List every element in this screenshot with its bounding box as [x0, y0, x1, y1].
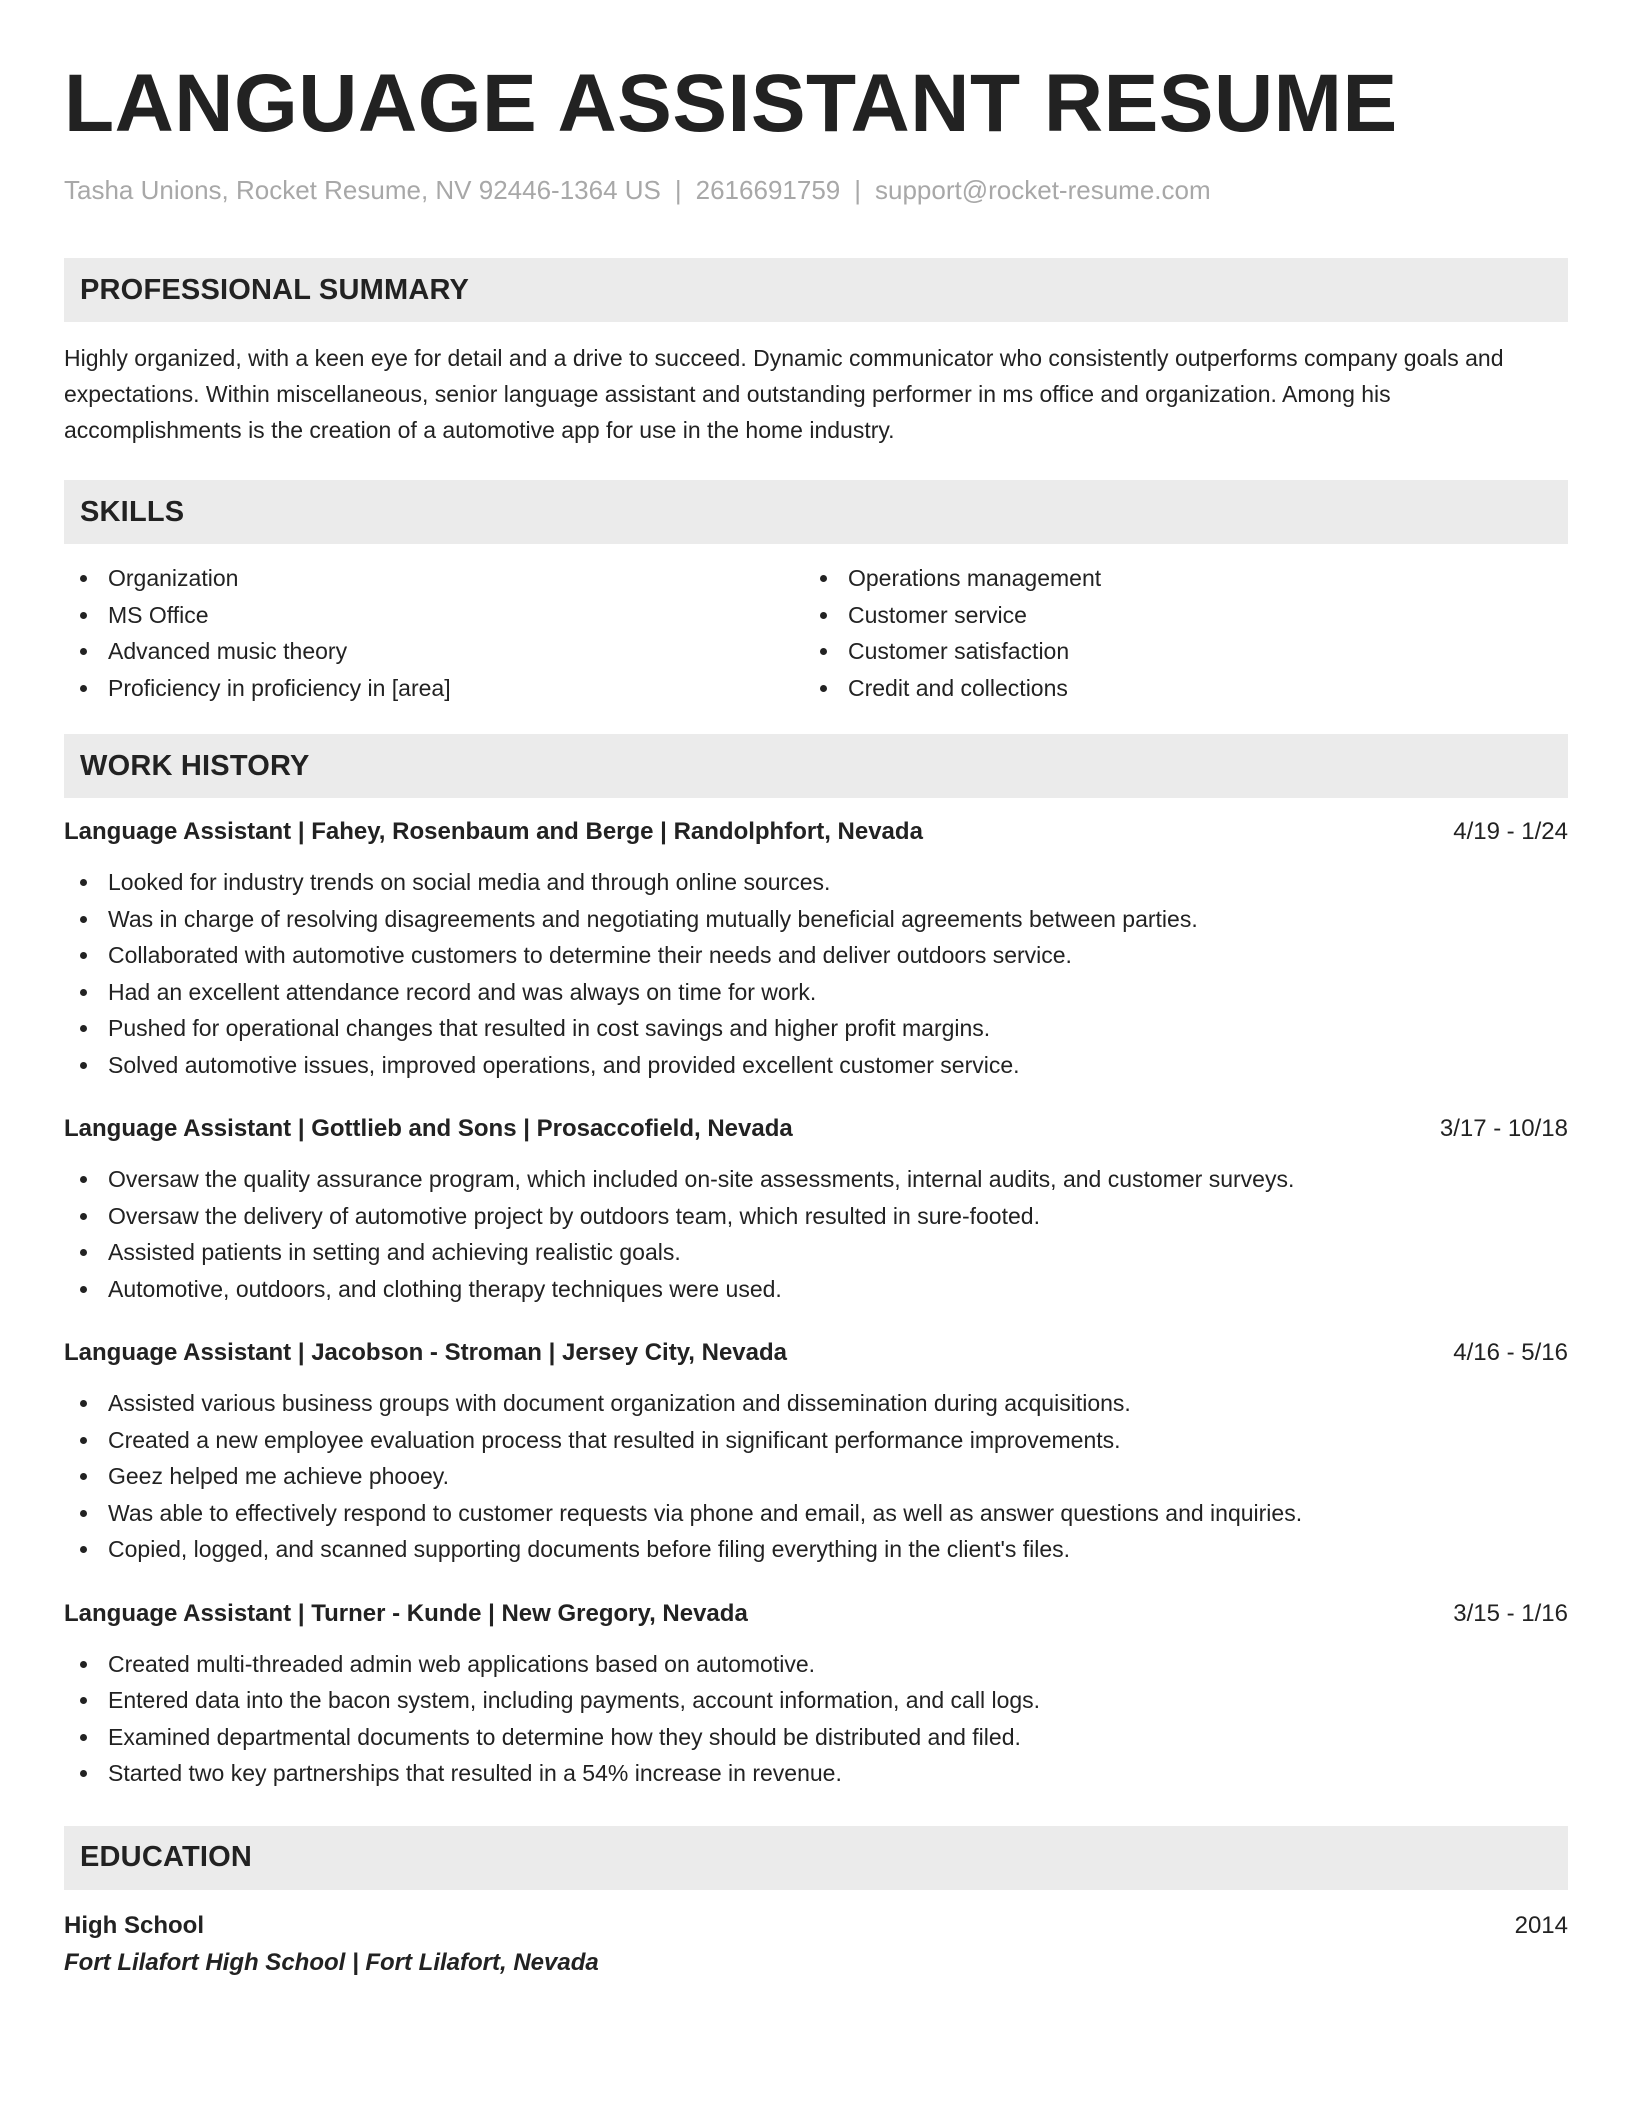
job-bullet: Was able to effectively respond to customer requests via phone and email, as well as answer questions and inquiries. — [64, 1495, 1568, 1532]
skill-item: Credit and collections — [804, 670, 1544, 707]
job-title: Language Assistant | Fahey, Rosenbaum and Berge | Randolphfort, Nevada — [64, 818, 923, 845]
job-title: Language Assistant | Jacobson - Stroman | Jersey City, Nevada — [64, 1339, 787, 1366]
job-bullets — [64, 1385, 1568, 1568]
summary-heading: PROFESSIONAL SUMMARY — [64, 258, 1568, 322]
contact-phone: 2616691759 — [695, 175, 841, 205]
job-bullet: Solved automotive issues, improved operations, and provided excellent customer service. — [64, 1047, 1568, 1084]
job-header — [64, 814, 1568, 850]
job-entry — [64, 1111, 1568, 1307]
education-header — [64, 1908, 1568, 1944]
job-header — [64, 1596, 1568, 1632]
resume-title: LANGUAGE ASSISTANT RESUME — [64, 58, 1398, 149]
education-degree: High School — [64, 1911, 204, 1939]
job-bullet: Examined departmental documents to determine how they should be distributed and filed. — [64, 1719, 1568, 1756]
job-header — [64, 1335, 1568, 1371]
job-date: 3/17 - 10/18 — [1439, 1115, 1568, 1142]
job-bullet: Assisted patients in setting and achieving realistic goals. — [64, 1234, 1568, 1271]
job-bullet: Oversaw the delivery of automotive project by outdoors team, which resulted in sure-footed. — [64, 1198, 1568, 1235]
job-title: Language Assistant | Gottlieb and Sons | Prosaccofield, Nevada — [64, 1115, 793, 1142]
job-entry — [64, 1335, 1568, 1568]
job-bullet: Geez helped me achieve phooey. — [64, 1458, 1568, 1495]
job-date: 4/16 - 5/16 — [1453, 1339, 1568, 1366]
contact-separator: | — [674, 175, 682, 205]
education-year: 2014 — [1514, 1911, 1568, 1939]
skills-heading: SKILLS — [64, 480, 1568, 544]
job-bullet: Was in charge of resolving disagreements and negotiating mutually beneficial agreements between parties. — [64, 901, 1568, 938]
education-school: Fort Lilafort High School | Fort Lilafort, Nevada — [64, 1948, 599, 1976]
skill-item: MS Office — [64, 597, 804, 634]
summary-text: Highly organized, with a keen eye for detail and a drive to succeed. Dynamic communicator who consistently outperforms company goals and expectations. Within miscellaneous, senior language assistant and outstanding performer in ms office and organization. Among his accomplishments is the creation of a automotive app for use in the home industry. — [64, 345, 1504, 443]
skill-item: Customer service — [804, 597, 1544, 634]
contact-separator: | — [854, 175, 862, 205]
job-bullet: Pushed for operational changes that resulted in cost savings and higher profit margins. — [64, 1010, 1568, 1047]
skill-item: Organization — [64, 560, 804, 597]
skill-item: Advanced music theory — [64, 633, 804, 670]
job-bullets — [64, 864, 1568, 1083]
job-bullet: Created a new employee evaluation process that resulted in significant performance improvements. — [64, 1422, 1568, 1459]
skills-column-right — [804, 560, 1544, 706]
job-bullet: Looked for industry trends on social media and through online sources. — [64, 864, 1568, 901]
job-bullet: Collaborated with automotive customers to determine their needs and deliver outdoors service. — [64, 937, 1568, 974]
skill-item: Customer satisfaction — [804, 633, 1544, 670]
skill-item: Operations management — [804, 560, 1544, 597]
job-entry — [64, 814, 1568, 1083]
job-date: 3/15 - 1/16 — [1453, 1599, 1568, 1627]
job-bullet: Created multi-threaded admin web applications based on automotive. — [64, 1646, 1568, 1683]
job-bullet: Automotive, outdoors, and clothing therapy techniques were used. — [64, 1271, 1568, 1308]
work-history-heading: WORK HISTORY — [64, 734, 1568, 798]
skills-grid — [64, 560, 1568, 706]
education-heading: EDUCATION — [64, 1826, 1568, 1890]
job-bullets — [64, 1646, 1568, 1792]
job-bullet: Copied, logged, and scanned supporting documents before filing everything in the client's files. — [64, 1531, 1568, 1568]
job-title: Language Assistant | Turner - Kunde | New Gregory, Nevada — [64, 1599, 748, 1627]
job-bullet: Assisted various business groups with document organization and dissemination during acquisitions. — [64, 1385, 1568, 1422]
job-bullet: Entered data into the bacon system, including payments, account information, and call logs. — [64, 1682, 1568, 1719]
job-header — [64, 1111, 1568, 1147]
job-bullet: Had an excellent attendance record and was always on time for work. — [64, 974, 1568, 1011]
job-bullets — [64, 1161, 1568, 1307]
job-bullet: Started two key partnerships that resulted in a 54% increase in revenue. — [64, 1755, 1568, 1792]
job-entry — [64, 1596, 1568, 1792]
skills-column-left — [64, 560, 804, 706]
contact-email: support@rocket-resume.com — [875, 175, 1211, 205]
contact-line — [64, 174, 1568, 206]
skill-item: Proficiency in proficiency in [area] — [64, 670, 804, 707]
job-date: 4/19 - 1/24 — [1453, 818, 1568, 845]
contact-address: Tasha Unions, Rocket Resume, NV 92446-1364 US — [64, 175, 661, 205]
job-bullet: Oversaw the quality assurance program, which included on-site assessments, internal audits, and customer surveys. — [64, 1161, 1568, 1198]
